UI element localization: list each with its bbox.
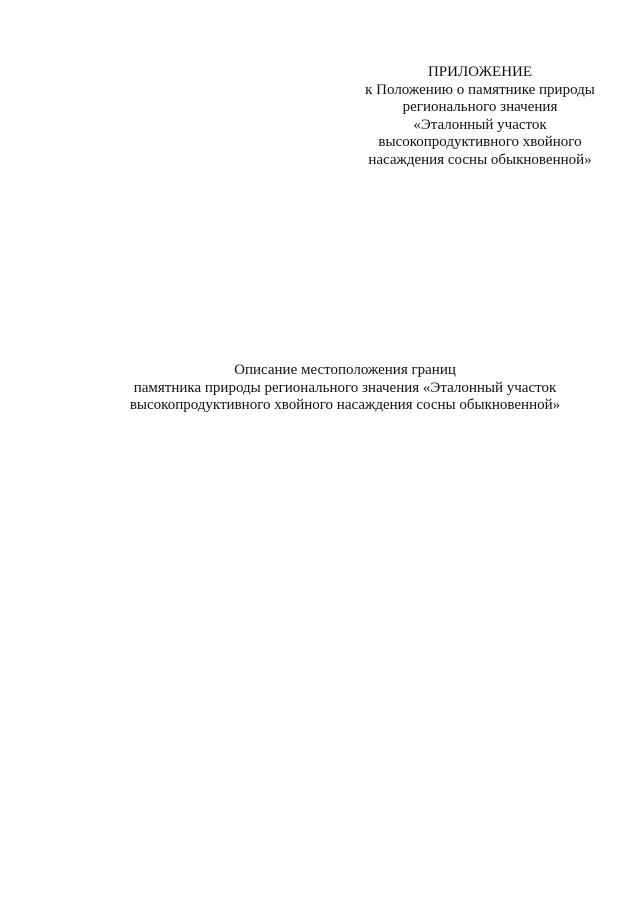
appendix-line: «Эталонный участок [413,116,547,133]
appendix-line: насаждения сосны обыкновенной» [368,151,592,168]
appendix-header [340,64,620,170]
appendix-line: высокопродуктивного хвойного [378,134,582,151]
appendix-heading: ПРИЛОЖЕНИЕ [427,64,533,80]
appendix-line: регионального значения [402,99,558,116]
appendix-line: к Положению о памятнике природы [365,81,595,98]
title-line: памятника природы регионального значения «Эталонный участок [133,379,557,396]
document-title [0,362,640,415]
title-line: высокопродуктивного хвойного насаждения сосны обыкновенной» [129,397,561,414]
title-line: Описание местоположения границ [234,362,456,378]
